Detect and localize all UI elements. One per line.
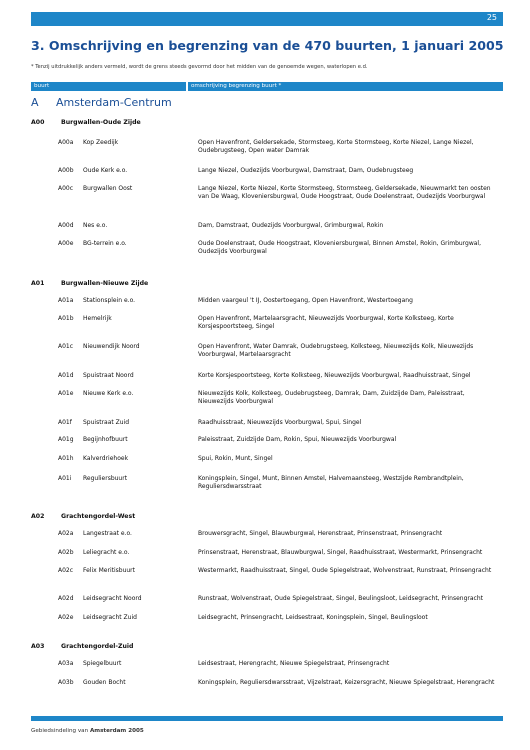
row-code: A00c [58, 185, 74, 192]
row-description: Westermarkt, Raadhuisstraat, Singel, Oude Spiegelstraat, Wolvenstraat, Runstraat, Prinsengracht [198, 567, 492, 574]
row-description: Koningsplein, Reguliersdwarsstraat, Vijzelstraat, Keizersgracht, Nieuwe Spiegelstraat, Herengracht [198, 679, 495, 686]
row-description: Open Havenfront, Martelaarsgracht, Nieuwezijds Voorburgwal, Korte Kolksteeg, Korte Korsjespoortsteeg, Singel [198, 315, 454, 331]
row-description: Open Havenfront, Geldersekade, Stormsteeg, Korte Stormsteeg, Korte Niezel, Lange Niezel, Oudebrugsteeg, Open water Damrak [198, 139, 474, 155]
row-name: Leidsegracht Noord [83, 595, 142, 602]
row-name: Spuistraat Noord [83, 372, 134, 379]
row-name: Kalverdriehoek [83, 455, 129, 462]
row-name: Nieuwendijk Noord [83, 343, 140, 350]
row-code: A02c [58, 567, 74, 574]
column-header-description: omschrijving begrenzing buurt * [188, 82, 503, 91]
row-name: Begijnhofbuurt [83, 436, 128, 443]
row-code: A02a [58, 530, 74, 537]
row-name: Spuistraat Zuid [83, 419, 130, 426]
row-code: A01c [58, 343, 74, 350]
group-name: Burgwallen-Oude Zijde [61, 119, 141, 126]
row-code: A03a [58, 660, 74, 667]
row-code: A00b [58, 167, 74, 174]
group-code: A00 [31, 119, 45, 126]
row-description: Leidsestraat, Herengracht, Nieuwe Spiegelstraat, Prinsengracht [198, 660, 390, 667]
row-name: Oude Kerk e.o. [83, 167, 128, 174]
row-description: Korte Korsjespoortsteeg, Korte Kolksteeg, Nieuwezijds Voorburgwal, Raadhuisstraat, Singel [198, 372, 471, 379]
row-description: Lange Niezel, Korte Niezel, Korte Stormsteeg, Stormsteeg, Geldersekade, Nieuwmarkt ten oosten van De Waag, Kloveniersburgwal, Oude Hoogstraat, Oude Doelenstraat, Oudezijds Voorburgwal [198, 185, 491, 201]
group-name: Grachtengordel-West [61, 513, 136, 520]
row-description: Nieuwezijds Kolk, Kolksteeg, Oudebrugsteeg, Damrak, Dam, Zuidzijde Dam, Paleisstraat, Nieuwezijds Voorburgwal [198, 390, 465, 406]
row-code: A01e [58, 390, 74, 397]
row-code: A01g [58, 436, 74, 443]
row-name: Nieuwe Kerk e.o. [83, 390, 134, 397]
row-code: A02b [58, 549, 74, 556]
row-name: Gouden Bocht [83, 679, 126, 686]
row-description: Oude Doelenstraat, Oude Hoogstraat, Kloveniersburgwal, Binnen Amstel, Rokin, Grimburgwal, Oudezijds Voorburgwal [198, 240, 482, 256]
group-heading [31, 119, 141, 126]
row-name: Kop Zeedijk [83, 139, 119, 146]
footer-title: Amsterdam 2005 [89, 728, 144, 734]
row-description: Leidsegracht, Prinsengracht, Leidsestraat, Koningsplein, Singel, Beulingsloot [198, 614, 428, 621]
row-code: A01a [58, 297, 74, 304]
row-code: A00a [58, 139, 74, 146]
row-name: Langestraat e.o. [83, 530, 132, 537]
group-heading [31, 280, 148, 287]
row-description: Spui, Rokin, Munt, Singel [198, 455, 273, 462]
row-code: A01f [58, 419, 72, 426]
row-name: Leidsegracht Zuid [83, 614, 137, 621]
group-code: A01 [31, 280, 45, 287]
district-heading [31, 96, 172, 109]
page-number: 25 [486, 13, 497, 22]
group-code: A02 [31, 513, 45, 520]
row-code: A01d [58, 372, 74, 379]
row-name: Spiegelbuurt [83, 660, 122, 667]
row-description: Prinsenstraat, Herenstraat, Blauwburgwal, Singel, Raadhuisstraat, Westermarkt, Prinsengracht [198, 549, 483, 556]
row-description: Lange Niezel, Oudezijds Voorburgwal, Damstraat, Dam, Oudebrugsteeg [198, 167, 414, 174]
group-heading [31, 513, 135, 520]
row-description: Koningsplein, Singel, Munt, Binnen Amstel, Halvemaansteeg, Westzijde Rembrandtplein, Reguliersdwarsstraat [198, 475, 464, 491]
row-name: Hemelrijk [83, 315, 112, 322]
page-title: 3. Omschrijving en begrenzing van de 470 buurten, 1 januari 2005 [31, 38, 504, 53]
row-code: A01b [58, 315, 74, 322]
row-description: Runstraat, Wolvenstraat, Oude Spiegelstraat, Singel, Beulingsloot, Leidsegracht, Prinsengracht [198, 595, 483, 602]
row-name: Burgwallen Oost [83, 185, 133, 192]
row-description: Midden vaargeul 't IJ, Oostertoegang, Open Havenfront, Westertoegang [198, 297, 413, 304]
row-code: A03b [58, 679, 74, 686]
row-name: Felix Meritisbuurt [83, 567, 135, 574]
group-name: Grachtengordel-Zuid [61, 643, 134, 650]
group-heading [31, 643, 133, 650]
column-header-buurt: buurt [31, 82, 186, 91]
row-description: Open Havenfront, Water Damrak, Oudebrugsteeg, Kolksteeg, Nieuwezijds Kolk, Nieuwezijds Voorburgwal, Martelaarsgracht [198, 343, 474, 359]
header-bar [31, 12, 503, 26]
page-footer [31, 728, 144, 734]
row-code: A02d [58, 595, 74, 602]
footnote: * Tenzij uitdrukkelijk anders vermeld, wordt de grens steeds gevormd door het midden van de genoemde wegen, waterlopen e.d. [31, 64, 368, 70]
row-code: A01h [58, 455, 74, 462]
district-code: A [31, 96, 39, 109]
group-name: Burgwallen-Nieuwe Zijde [61, 280, 149, 287]
row-description: Dam, Damstraat, Oudezijds Voorburgwal, Grimburgwal, Rokin [198, 222, 384, 229]
footer-bar [31, 716, 503, 721]
row-code: A00e [58, 240, 74, 247]
row-description: Paleisstraat, Zuidzijde Dam, Rokin, Spui, Nieuwezijds Voorburgwal [198, 436, 397, 443]
row-description: Brouwersgracht, Singel, Blauwburgwal, Herenstraat, Prinsenstraat, Prinsengracht [198, 530, 443, 537]
row-name: Reguliersbuurt [83, 475, 128, 482]
row-code: A02e [58, 614, 74, 621]
row-description: Raadhuisstraat, Nieuwezijds Voorburgwal, Spui, Singel [198, 419, 362, 426]
row-name: Stationsplein e.o. [83, 297, 136, 304]
row-code: A00d [58, 222, 74, 229]
row-name: BG-terrein e.o. [83, 240, 127, 247]
group-code: A03 [31, 643, 45, 650]
district-name: Amsterdam-Centrum [56, 96, 172, 109]
row-name: Nes e.o. [83, 222, 108, 229]
row-code: A01i [58, 475, 72, 482]
row-name: Leliegracht e.o. [83, 549, 130, 556]
footer-prefix: Gebiedsindeling van [31, 728, 89, 734]
